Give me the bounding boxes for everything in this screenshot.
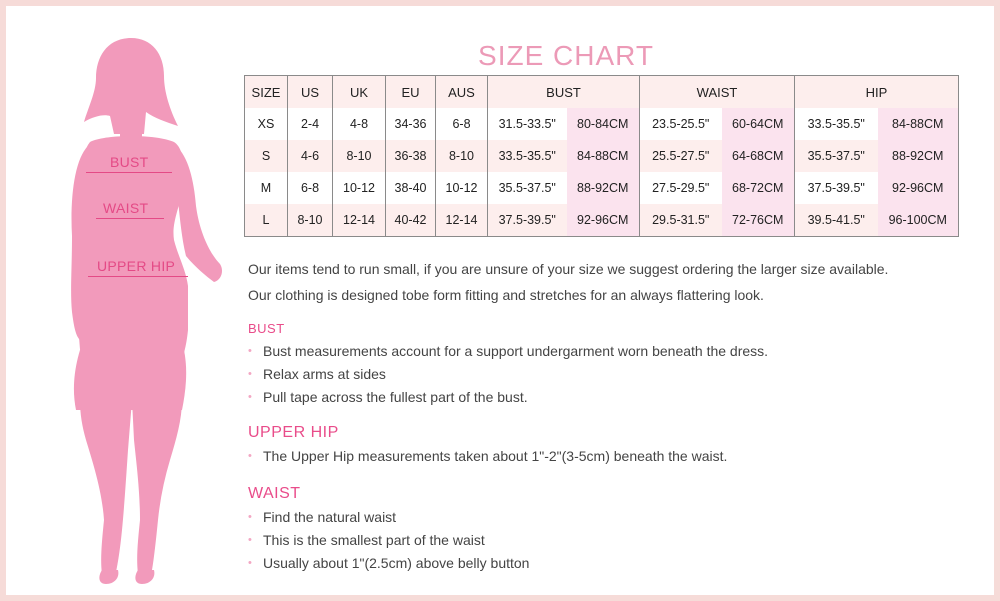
figure-label-waist: WAIST <box>103 200 149 216</box>
cell-bust-in: 35.5-37.5" <box>488 172 567 204</box>
bust-line <box>86 172 172 173</box>
bullet-icon: • <box>248 368 252 380</box>
cell-us: 2-4 <box>288 108 333 140</box>
cell-uk: 12-14 <box>333 204 386 237</box>
table-row <box>245 204 959 237</box>
section-heading-upper-hip: UPPER HIP <box>248 424 339 441</box>
bullet-icon: • <box>248 511 252 523</box>
cell-us: 4-6 <box>288 140 333 172</box>
cell-bust-cm: 84-88CM <box>567 140 640 172</box>
upper-hip-line <box>88 276 188 277</box>
header-waist: WAIST <box>640 76 795 109</box>
cell-size: XS <box>245 108 288 140</box>
cell-bust-cm: 88-92CM <box>567 172 640 204</box>
bust-list <box>248 340 978 409</box>
cell-bust-in: 31.5-33.5" <box>488 108 567 140</box>
cell-bust-in: 37.5-39.5" <box>488 204 567 237</box>
cell-waist-in: 29.5-31.5" <box>640 204 722 237</box>
list-item: • Relax arms at sides <box>248 363 978 386</box>
bullet-icon: • <box>248 534 252 546</box>
cell-waist-cm: 68-72CM <box>722 172 795 204</box>
figure-label-upper-hip: UPPER HIP <box>97 258 176 274</box>
cell-bust-cm: 80-84CM <box>567 108 640 140</box>
cell-hip-cm: 92-96CM <box>878 172 959 204</box>
section-heading-waist: WAIST <box>248 485 301 502</box>
note-line-1: Our items tend to run small, if you are unsure of your size we suggest ordering the larger size available. <box>248 261 889 277</box>
waist-line <box>96 218 164 219</box>
cell-hip-cm: 96-100CM <box>878 204 959 237</box>
upper-hip-list <box>248 445 978 468</box>
cell-hip-in: 37.5-39.5" <box>795 172 878 204</box>
notes-section <box>248 256 978 575</box>
cell-us: 6-8 <box>288 172 333 204</box>
bullet-icon: • <box>248 391 252 403</box>
cell-bust-in: 33.5-35.5" <box>488 140 567 172</box>
header-uk: UK <box>333 76 386 109</box>
list-item: • Find the natural waist <box>248 506 978 529</box>
section-heading-bust: BUST <box>248 321 285 336</box>
bullet-icon: • <box>248 557 252 569</box>
header-us: US <box>288 76 333 109</box>
cell-waist-in: 23.5-25.5" <box>640 108 722 140</box>
cell-eu: 36-38 <box>386 140 436 172</box>
cell-aus: 10-12 <box>436 172 488 204</box>
cell-hip-cm: 84-88CM <box>878 108 959 140</box>
cell-uk: 4-8 <box>333 108 386 140</box>
cell-waist-cm: 72-76CM <box>722 204 795 237</box>
list-item: • Bust measurements account for a support undergarment worn beneath the dress. <box>248 340 978 363</box>
cell-uk: 8-10 <box>333 140 386 172</box>
table-row <box>245 172 959 204</box>
cell-aus: 6-8 <box>436 108 488 140</box>
cell-waist-in: 25.5-27.5" <box>640 140 722 172</box>
list-item: • Pull tape across the fullest part of the bust. <box>248 386 978 409</box>
cell-hip-in: 33.5-35.5" <box>795 108 878 140</box>
table-row <box>245 108 959 140</box>
cell-size: M <box>245 172 288 204</box>
table-header-row <box>245 76 959 109</box>
table-row <box>245 140 959 172</box>
cell-waist-in: 27.5-29.5" <box>640 172 722 204</box>
woman-silhouette-icon <box>36 30 236 590</box>
cell-size: S <box>245 140 288 172</box>
cell-eu: 40-42 <box>386 204 436 237</box>
cell-hip-in: 39.5-41.5" <box>795 204 878 237</box>
header-hip: HIP <box>795 76 959 109</box>
waist-list <box>248 506 978 575</box>
cell-bust-cm: 92-96CM <box>567 204 640 237</box>
header-eu: EU <box>386 76 436 109</box>
cell-hip-cm: 88-92CM <box>878 140 959 172</box>
header-size: SIZE <box>245 76 288 109</box>
cell-waist-cm: 60-64CM <box>722 108 795 140</box>
list-item: • The Upper Hip measurements taken about 1"-2"(3-5cm) beneath the waist. <box>248 445 978 468</box>
list-item: • Usually about 1"(2.5cm) above belly button <box>248 552 978 575</box>
header-bust: BUST <box>488 76 640 109</box>
figure-label-bust: BUST <box>110 154 149 170</box>
cell-waist-cm: 64-68CM <box>722 140 795 172</box>
cell-size: L <box>245 204 288 237</box>
cell-eu: 34-36 <box>386 108 436 140</box>
cell-us: 8-10 <box>288 204 333 237</box>
cell-uk: 10-12 <box>333 172 386 204</box>
list-item: • This is the smallest part of the waist <box>248 529 978 552</box>
header-aus: AUS <box>436 76 488 109</box>
cell-aus: 12-14 <box>436 204 488 237</box>
size-table <box>244 75 959 237</box>
cell-eu: 38-40 <box>386 172 436 204</box>
bullet-icon: • <box>248 345 252 357</box>
cell-aus: 8-10 <box>436 140 488 172</box>
page-title: SIZE CHART <box>478 40 654 71</box>
cell-hip-in: 35.5-37.5" <box>795 140 878 172</box>
bullet-icon: • <box>248 450 252 462</box>
note-line-2: Our clothing is designed tobe form fitting and stretches for an always flattering look. <box>248 287 764 303</box>
